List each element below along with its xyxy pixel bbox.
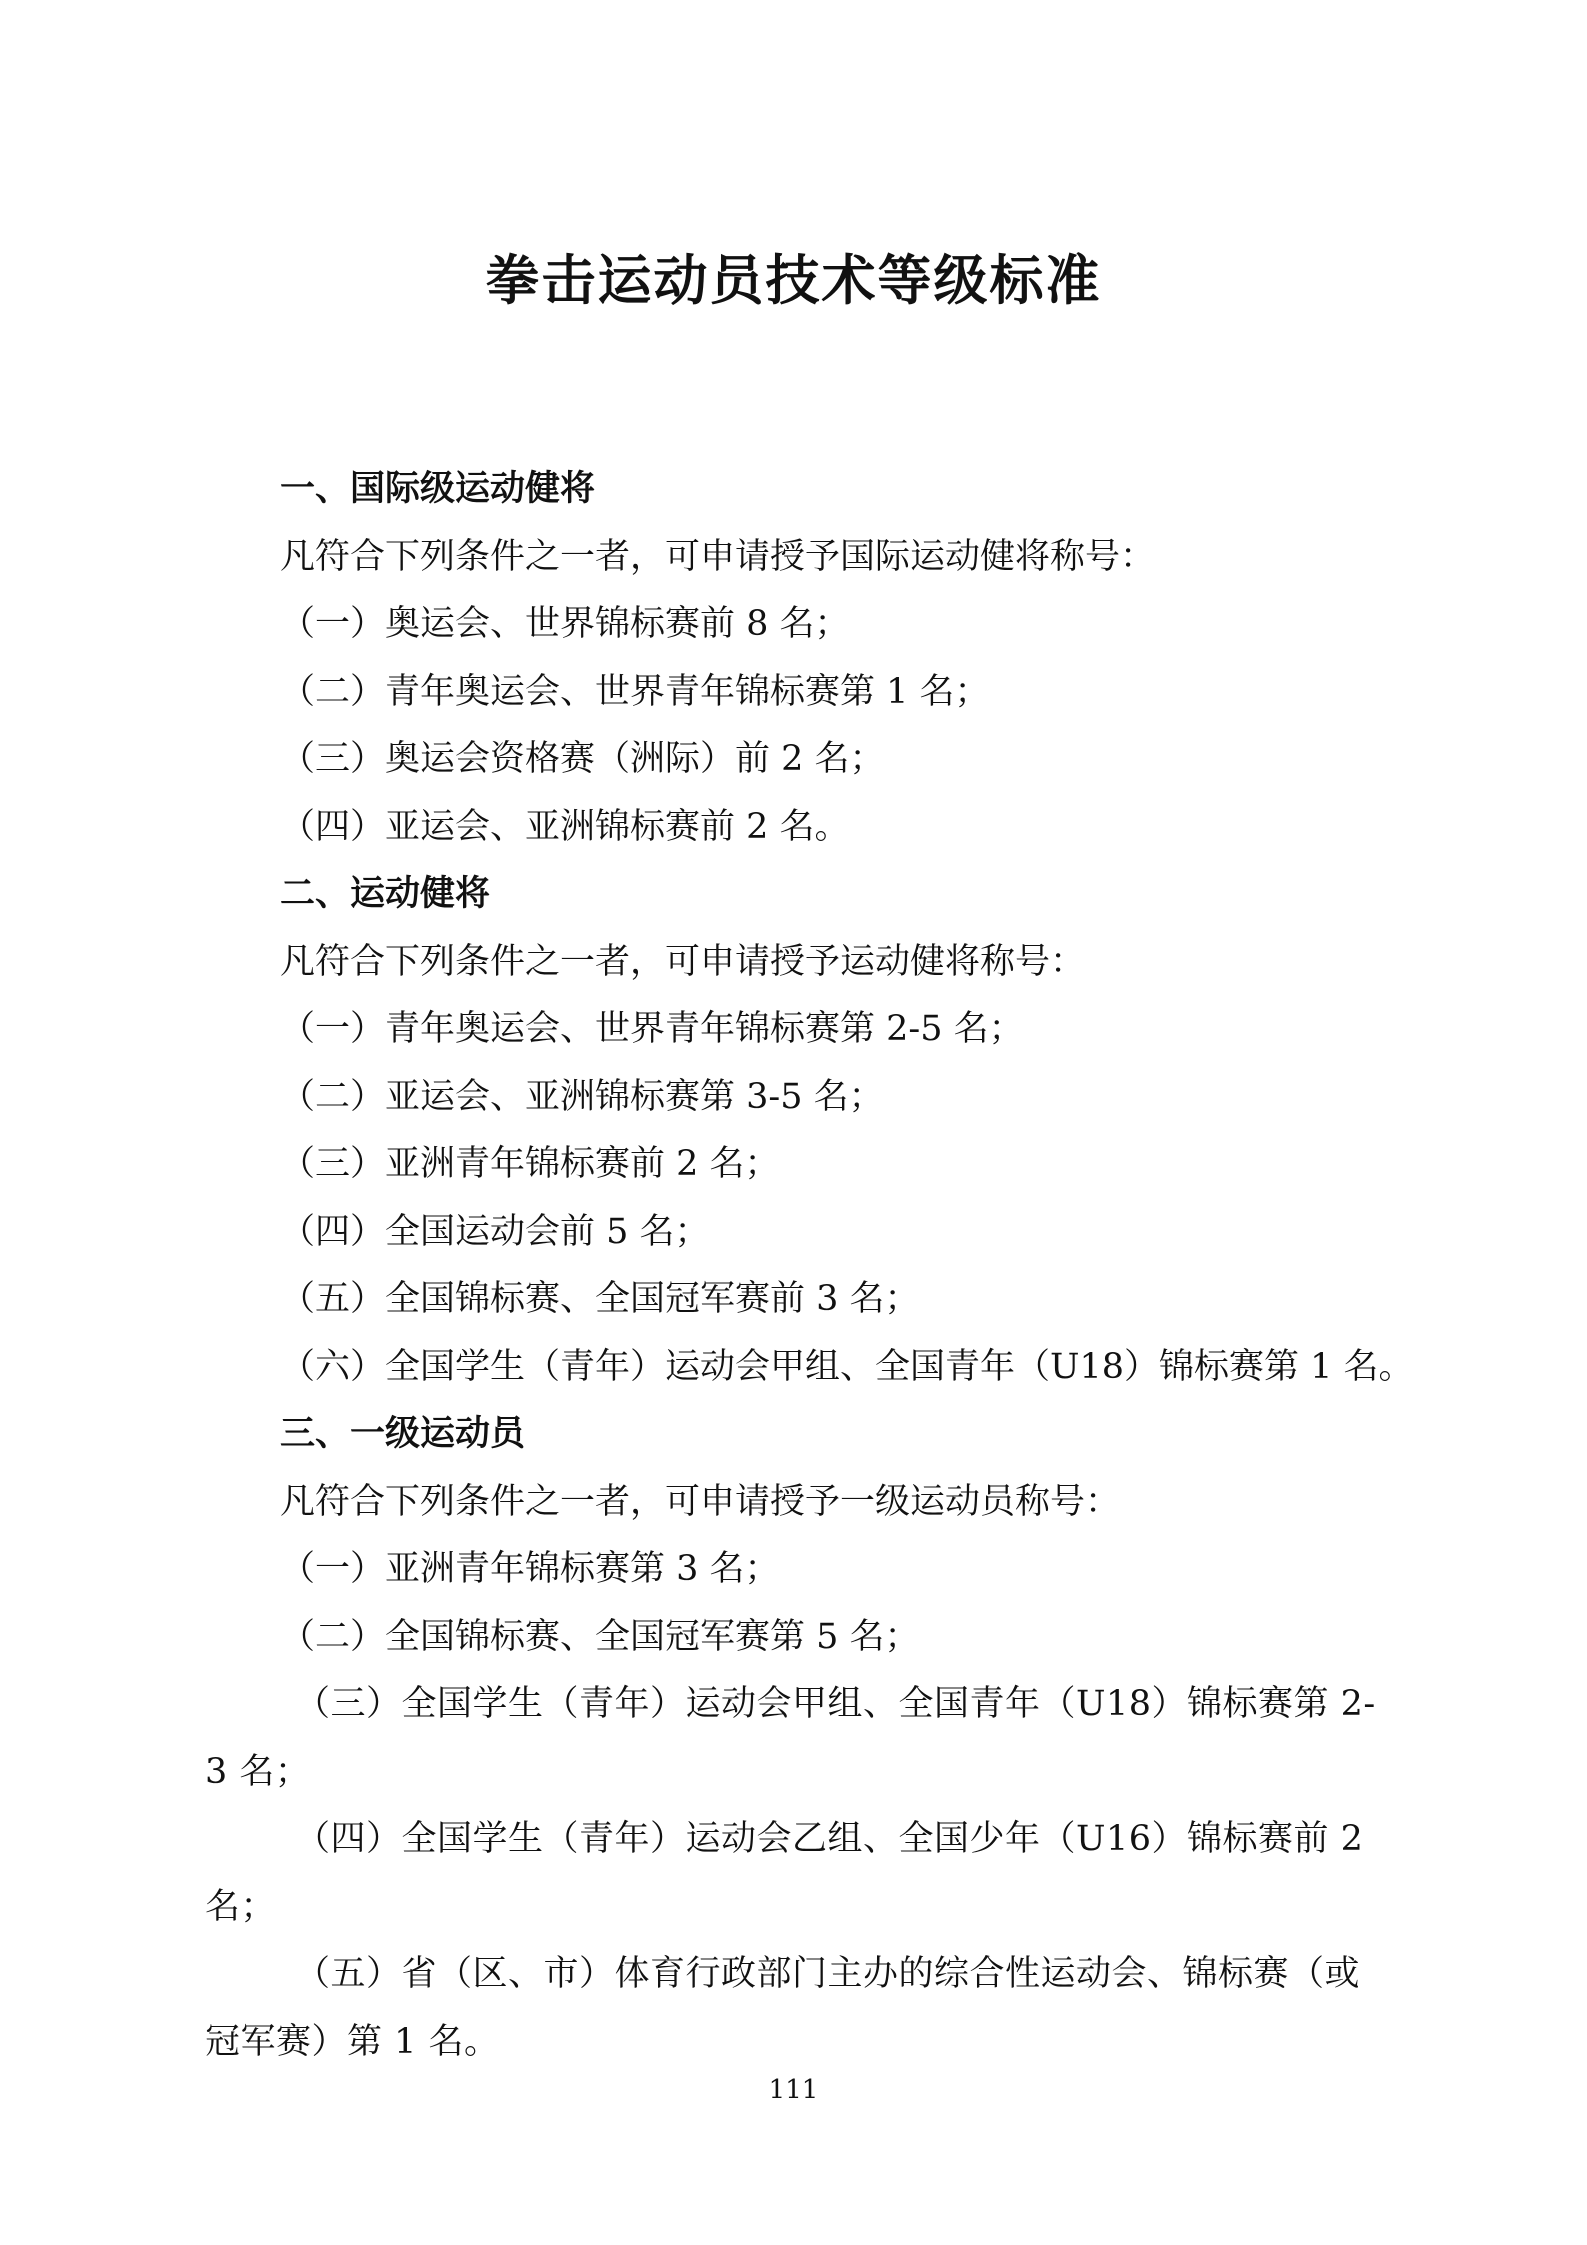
- list-item: （三）亚洲青年锦标赛前 2 名；: [280, 1144, 780, 1184]
- list-item: （二）全国锦标赛、全国冠军赛第 5 名；: [280, 1616, 920, 1657]
- list-item: （五）省（区、市）体育行政部门主办的综合性运动会、锦标赛（或冠军赛）第 1 名。: [205, 1954, 1361, 2062]
- document-body: [205, 456, 1414, 2076]
- list-item: （二）亚运会、亚洲锦标赛第 3-5 名；: [280, 1076, 884, 1117]
- list-item: （四）亚运会、亚洲锦标赛前 2 名。: [280, 806, 850, 847]
- list-item: （一）青年奥运会、世界青年锦标赛第 2-5 名；: [280, 1009, 1024, 1049]
- list-item: （一）奥运会、世界锦标赛前 8 名；: [280, 604, 850, 644]
- list-item: （六）全国学生（青年）运动会甲组、全国青年（U18）锦标赛第 1 名。: [280, 1346, 1414, 1387]
- list-item: （二）青年奥运会、世界青年锦标赛第 1 名；: [280, 671, 990, 712]
- page-number: 111: [768, 2075, 819, 2105]
- list-item: （三）全国学生（青年）运动会甲组、全国青年（U18）锦标赛第 2-3 名；: [205, 1684, 1376, 1792]
- section-heading: 三、一级运动员: [280, 1414, 526, 1454]
- section-intro: 凡符合下列条件之一者，可申请授予一级运动员称号：: [280, 1481, 1121, 1522]
- section-heading: 一、国际级运动健将: [280, 469, 596, 509]
- list-item: （五）全国锦标赛、全国冠军赛前 3 名；: [280, 1279, 920, 1319]
- section-intro: 凡符合下列条件之一者，可申请授予运动健将称号：: [280, 941, 1086, 982]
- list-item: （三）奥运会资格赛（洲际）前 2 名；: [280, 739, 885, 779]
- list-item: （四）全国学生（青年）运动会乙组、全国少年（U16）锦标赛前 2 名；: [205, 1819, 1364, 1927]
- section-heading: 二、运动健将: [280, 874, 491, 914]
- document-title: 拳击运动员技术等级标准: [485, 248, 1102, 312]
- list-item: （一）亚洲青年锦标赛第 3 名；: [280, 1549, 780, 1589]
- list-item: （四）全国运动会前 5 名；: [280, 1211, 710, 1252]
- section-intro: 凡符合下列条件之一者，可申请授予国际运动健将称号：: [280, 536, 1156, 577]
